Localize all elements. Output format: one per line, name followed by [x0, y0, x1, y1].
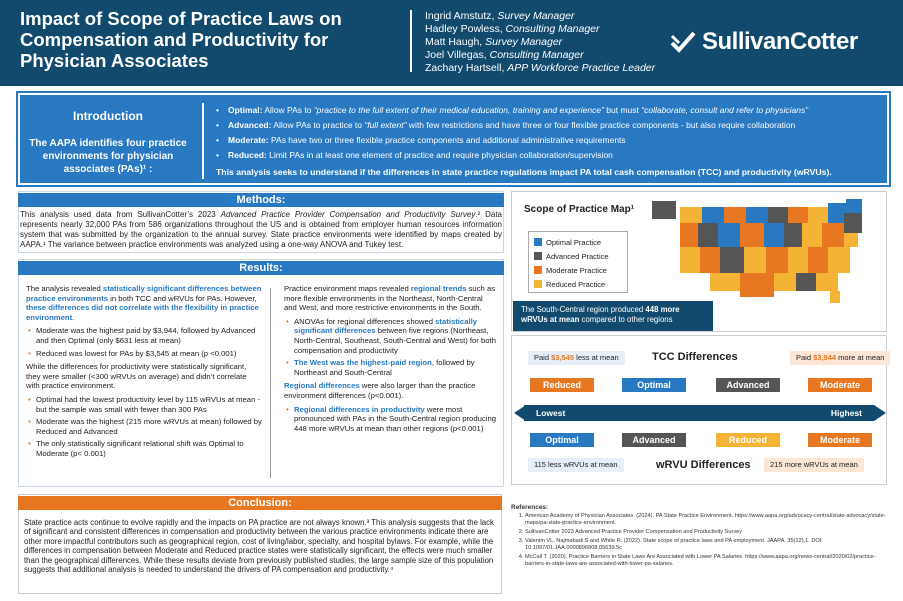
results-bullet: • The only statistically significant relational shift was Optimal to Moderate (p< 0.001) [26, 439, 262, 458]
results-heading: Results: [18, 261, 504, 275]
author-role: APP Workforce Practice Leader [507, 62, 656, 74]
results-bullet: • Regional differences in productivity were most pronounced with PAs in the South-Central region producing 448 more wRVUs at mean than other regions (p<0.001) [284, 405, 496, 434]
author-line [425, 23, 655, 36]
legend-swatch [534, 266, 542, 274]
author-name: Matt Haugh, [425, 36, 486, 48]
logo-text: SullivanCotter [702, 28, 858, 55]
wrvu-rank-reduced: Reduced [716, 433, 780, 447]
results-paragraph: Regional differences were also larger than the practice environment differences (p<0.001). [284, 381, 476, 400]
tcc-rank-optimal: Optimal [622, 378, 686, 392]
author-line [425, 62, 655, 75]
author-line [425, 10, 655, 23]
author-line [425, 49, 655, 62]
lowest-label: Lowest [536, 408, 566, 418]
author-role: Survey Manager [485, 36, 563, 48]
results-bullet: • Moderate was the highest paid by $3,944, followed by Advanced and then Optimal (only $631 less at mean) [26, 326, 262, 345]
results-bullet: • Reduced was lowest for PAs by $3,545 at mean (p <0.001) [26, 349, 262, 359]
tcc-more-tag: Paid $3,944 more at mean [790, 351, 890, 365]
author-role: Consulting Manager [505, 23, 600, 35]
sullivancotter-logo [670, 24, 858, 60]
wrvu-rank-optimal: Optimal [530, 433, 594, 447]
author-role: Consulting Manager [489, 49, 584, 61]
author-line [425, 36, 655, 49]
environment-reduced: • Reduced: Limit PAs in at least one element of practice and require physician collaboration/supervision [216, 148, 876, 163]
legend-swatch [534, 280, 542, 288]
wrvu-rank-moderate: Moderate [808, 433, 872, 447]
author-role: Survey Manager [497, 10, 575, 22]
references-heading: References: [511, 504, 549, 511]
tcc-rank-advanced: Advanced [716, 378, 780, 392]
reference-item: 4. McCall T. (2020). Practice Barriers in State Laws Are Associated with Lower PA Salaries. https://www.aapa.org/news-central/2020/02/practice-barriers-in-state-laws-are-associated-with-lower-pa-salaries. [525, 554, 887, 568]
arrow-right-icon [874, 405, 886, 421]
conclusion-heading: Conclusion: [18, 496, 502, 510]
tcc-less-tag: Paid $3,545 less at mean [528, 351, 625, 365]
introduction-panel [18, 93, 889, 185]
author-name: Zachary Hartsell, [425, 62, 508, 74]
intro-environment-list [216, 103, 876, 180]
author-list [425, 10, 655, 75]
results-bullet: • ANOVAs for regional differences showed statistically significant differences between five regions (Northeast, North-Central, Southeast, South-Central and West) for both compensation and productivity [284, 317, 496, 355]
results-bullet: • Moderate was the highest (215 more wRVUs at mean) followed by Reduced and Advanced [26, 417, 262, 436]
poster-title: Impact of Scope of Practice Laws on Compensation and Productivity for Physician Associates [20, 8, 342, 71]
environment-moderate: • Moderate: PAs have two or three flexible practice components and additional administrative requirements [216, 133, 876, 148]
environment-advanced: • Advanced: Allow PAs to practice to “full extent” with few restrictions and have three or four flexible practice components - but also require collaboration [216, 118, 876, 133]
map-callout: The South-Central region produced 448 more wRVUs at mean compared to other regions [513, 301, 713, 331]
intro-subtext: The AAPA identifies four practice environments for physician associates (PAs)¹ : [29, 138, 187, 175]
results-paragraph: The analysis revealed statistically significant differences between practice environments in both TCC and wRVUs for PAs. However, these differences did not correlate with the flexibility in practice environment. [26, 284, 262, 322]
legend-item-reduced: Reduced Practice [534, 277, 622, 291]
environment-optimal: • Optimal: Allow PAs to “practice to the full extent of their medical education, training and experience” but must “collaborate, consult and refer to physicians” [216, 103, 876, 118]
intro-divider [202, 103, 204, 179]
research-question: This analysis seeks to understand if the differences in state practice regulations impact PA total cash compensation (TCC) and productivity (wRVUs). [216, 167, 832, 177]
legend-item-moderate: Moderate Practice [534, 263, 622, 277]
tcc-rank-reduced: Reduced [530, 378, 594, 392]
wrvu-rank-advanced: Advanced [622, 433, 686, 447]
results-paragraph: Practice environment maps revealed regional trends such as more flexible environments in the Northeast, North-Central and West, and more restrictive environments in the South. [284, 284, 496, 313]
results-bullet: • The West was the highest-paid region, followed by Northeast and South-Central [284, 358, 496, 377]
highest-label: Highest [830, 408, 862, 418]
tcc-rank-moderate: Moderate [808, 378, 872, 392]
results-right-column [284, 284, 496, 437]
results-bullet: • Optimal had the lowest productivity level by 115 wRVUs at mean - but the sample was small with fewer than 300 PAs [26, 395, 262, 414]
methods-text: This analysis used data from SullivanCotter’s 2023 Advanced Practice Provider Compensation and Productivity Survey.² Data represents nearly 32,000 PAs from 586 organizations throughout the US and is obtained from employer human resources information system that was submitted by the organization to the annual survey. State practice environments were identified by maps created by AAPA.¹ The variance between practice environments was analyzed using a one-way ANOVA and Tukey test. [20, 210, 502, 249]
intro-heading: Introduction [73, 109, 143, 123]
reference-item: 2. SullivanCotter 2023 Advanced Practice Provider Compensation and Productivity Survey [525, 529, 887, 536]
us-scope-map [650, 197, 882, 303]
references [511, 504, 887, 570]
ranking-arrow [524, 405, 874, 421]
header-divider [410, 10, 412, 72]
tcc-differences-title: TCC Differences [652, 351, 738, 363]
logo-mark-icon [670, 29, 696, 55]
header-banner [0, 0, 903, 86]
methods-heading: Methods: [18, 193, 504, 207]
legend-swatch [534, 238, 542, 246]
map-legend [528, 231, 628, 293]
map-states [652, 199, 862, 303]
author-name: Joel Villegas, [425, 49, 490, 61]
wrvu-more-tag: 215 more wRVUs at mean [764, 458, 864, 472]
intro-left [28, 95, 188, 183]
author-name: Ingrid Amstutz, [425, 10, 498, 22]
legend-swatch [534, 252, 542, 260]
legend-item-advanced: Advanced Practice [534, 249, 622, 263]
reference-item: 3. Valentin VL, Najmabadi S and White R. (2022). State scope of practice laws and PA employment. JAAPA. 35(12),1. DOI: 10.1097/01.JAA.0000896808.05639.5c [525, 538, 887, 552]
map-title: Scope of Practice Map¹ [524, 204, 635, 215]
reference-item: 1. American Academy of Physician Associates. (2024). PA State Practice Environment. https://www.aapa.org/advocacy-central/state-advocacy/state-maps/pa-state-practice-environment. [525, 513, 887, 527]
wrvu-less-tag: 115 less wRVUs at mean [528, 458, 624, 472]
arrow-left-icon [514, 405, 526, 421]
legend-item-optimal: Optimal Practice [534, 235, 622, 249]
wrvu-differences-title: wRVU Differences [656, 459, 751, 471]
results-column-divider [270, 288, 271, 478]
author-name: Hadley Powless, [425, 23, 506, 35]
conclusion-text: State practice acts continue to evolve rapidly and the impacts on PA practice are not always known.³ This analysis suggests that the lack of significant and consistent differences in compensation and productivity between the various practice environments indicate there are other more impactful contributors such as geographical region, cost of living/labor, specialty, and hospital bylaws. For example, while the differences in compensation between Moderate and Reduced practice states were statistically significant, the effects were much smaller than the geographical differences. While these results deviate from previously published studies, the large sample size of this population suggests that additional analysis is needed to understand the drivers of PA compensation and productivity.⁴ [24, 518, 494, 575]
results-left-column [26, 284, 262, 463]
results-paragraph: While the differences for productivity were statistically significant, they were smaller (<300 wRVUs on average) and didn’t correlate with practice environment. [26, 362, 247, 391]
